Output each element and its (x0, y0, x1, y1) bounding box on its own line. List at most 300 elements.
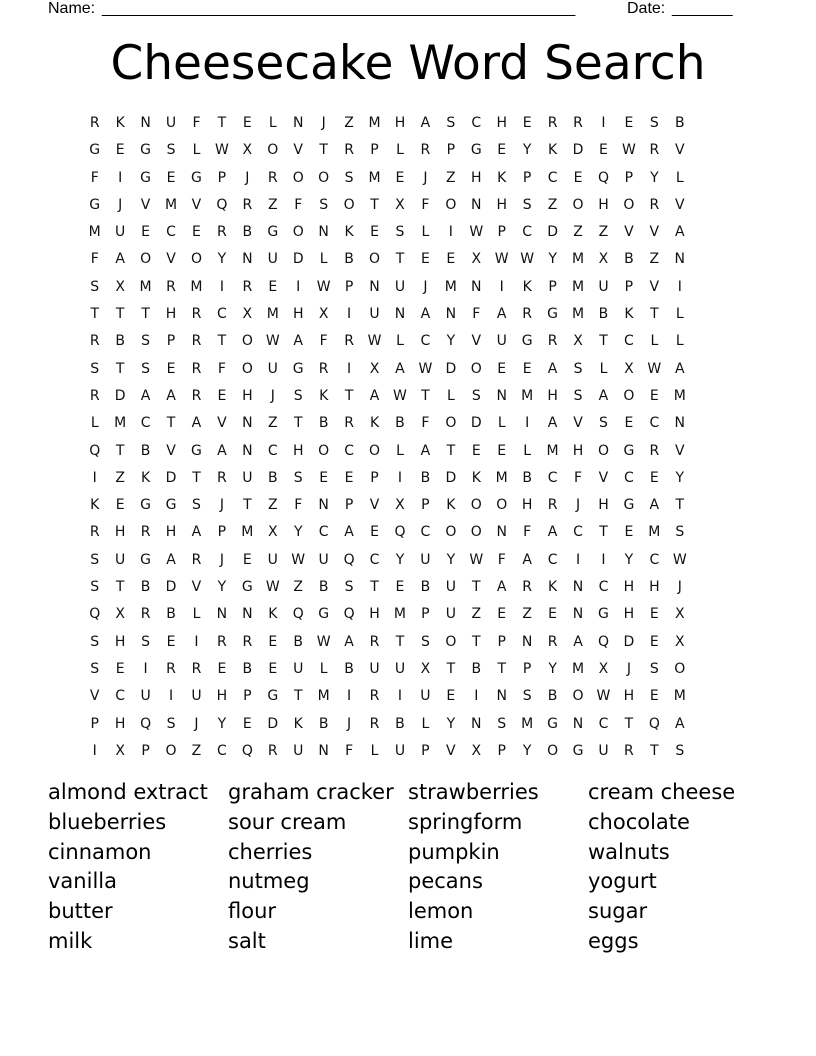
grid-letter[interactable]: L (650, 333, 659, 350)
grid-letter[interactable]: S (395, 224, 405, 241)
grid-letter[interactable]: L (599, 360, 608, 377)
grid-letter[interactable]: E (166, 360, 176, 377)
grid-letter[interactable]: O (165, 742, 177, 759)
grid-letter[interactable]: V (573, 415, 583, 432)
grid-letter[interactable]: V (293, 142, 303, 159)
grid-letter[interactable]: R (89, 115, 100, 131)
grid-letter[interactable]: B (115, 333, 125, 350)
grid-letter[interactable]: S (319, 196, 329, 213)
grid-letter[interactable]: R (242, 633, 253, 650)
grid-letter[interactable]: G (241, 579, 253, 596)
grid-letter[interactable]: R (649, 142, 660, 159)
grid-letter[interactable]: U (293, 660, 304, 677)
grid-letter[interactable]: A (547, 524, 558, 541)
grid-letter[interactable]: G (140, 497, 152, 514)
grid-letter[interactable]: U (242, 469, 253, 486)
grid-letter[interactable]: S (141, 360, 151, 377)
grid-letter[interactable]: R (344, 142, 354, 159)
grid-letter[interactable]: I (474, 688, 479, 705)
grid-letter[interactable]: G (140, 142, 152, 159)
grid-letter[interactable]: T (217, 115, 227, 131)
grid-letter[interactable]: Q (89, 606, 101, 623)
grid-letter[interactable]: S (522, 196, 532, 213)
grid-letter[interactable]: Z (547, 196, 558, 213)
grid-letter[interactable]: T (395, 633, 405, 650)
grid-letter[interactable]: X (674, 606, 685, 623)
grid-letter[interactable]: I (525, 415, 530, 432)
grid-letter[interactable]: Q (89, 442, 101, 459)
grid-letter[interactable]: F (421, 196, 430, 213)
grid-letter[interactable]: I (118, 169, 123, 186)
grid-letter[interactable]: B (242, 224, 253, 241)
grid-letter[interactable]: E (446, 688, 456, 705)
grid-letter[interactable]: H (521, 497, 533, 514)
grid-letter[interactable]: K (522, 278, 532, 295)
grid-letter[interactable]: T (217, 333, 227, 350)
grid-letter[interactable]: T (650, 306, 659, 323)
grid-letter[interactable]: G (140, 169, 152, 186)
grid-letter[interactable]: E (649, 387, 659, 404)
grid-letter[interactable]: M (368, 169, 381, 186)
grid-letter[interactable]: P (522, 169, 532, 186)
grid-letter[interactable]: S (141, 333, 151, 350)
grid-letter[interactable]: E (242, 715, 252, 732)
grid-letter[interactable]: W (316, 278, 331, 295)
grid-letter[interactable]: V (674, 442, 685, 459)
grid-letter[interactable]: E (497, 360, 507, 377)
grid-letter[interactable]: Q (648, 715, 660, 732)
grid-letter[interactable]: L (192, 606, 201, 623)
grid-letter[interactable]: S (675, 524, 685, 541)
grid-letter[interactable]: K (293, 715, 303, 732)
grid-letter[interactable]: R (191, 660, 202, 677)
grid-letter[interactable]: R (217, 224, 227, 241)
grid-letter[interactable]: E (242, 115, 252, 131)
grid-letter[interactable]: U (445, 579, 456, 596)
grid-letter[interactable]: U (267, 251, 278, 268)
grid-letter[interactable]: R (522, 579, 533, 596)
grid-letter[interactable]: S (90, 551, 100, 568)
grid-letter[interactable]: K (319, 387, 329, 404)
grid-letter[interactable]: O (318, 169, 330, 186)
grid-letter[interactable]: S (649, 115, 659, 131)
grid-letter[interactable]: A (191, 524, 202, 541)
grid-letter[interactable]: O (292, 169, 304, 186)
grid-letter[interactable]: C (471, 115, 482, 131)
grid-letter[interactable]: M (546, 442, 559, 459)
grid-letter[interactable]: B (598, 306, 609, 323)
grid-letter[interactable]: J (575, 497, 581, 514)
grid-letter[interactable]: U (420, 688, 431, 705)
grid-letter[interactable]: M (571, 251, 585, 268)
grid-letter[interactable]: O (597, 442, 609, 459)
grid-letter[interactable]: T (370, 196, 379, 213)
grid-letter[interactable]: R (369, 633, 380, 650)
grid-letter[interactable]: K (115, 115, 125, 131)
grid-letter[interactable]: A (496, 579, 507, 596)
grid-letter[interactable]: C (547, 551, 558, 568)
grid-letter[interactable]: A (140, 387, 151, 404)
grid-letter[interactable]: P (217, 169, 227, 186)
grid-letter[interactable]: R (191, 333, 202, 350)
grid-letter[interactable]: X (318, 306, 329, 323)
grid-letter[interactable]: R (344, 415, 354, 432)
grid-letter[interactable]: D (470, 415, 482, 432)
grid-letter[interactable]: F (319, 333, 328, 350)
grid-letter[interactable]: M (571, 278, 585, 295)
grid-letter[interactable]: N (140, 115, 151, 131)
grid-letter[interactable]: B (242, 660, 253, 677)
grid-letter[interactable]: J (423, 278, 428, 295)
grid-letter[interactable]: P (217, 524, 227, 541)
grid-letter[interactable]: X (471, 742, 482, 759)
grid-letter[interactable]: A (573, 633, 583, 650)
grid-letter[interactable]: N (572, 606, 584, 623)
grid-letter[interactable]: N (242, 251, 253, 268)
grid-letter[interactable]: T (446, 660, 456, 677)
grid-letter[interactable]: R (649, 442, 660, 459)
grid-letter[interactable]: B (420, 469, 431, 486)
grid-letter[interactable]: K (548, 142, 558, 159)
grid-letter[interactable]: B (395, 415, 405, 432)
grid-letter[interactable]: O (496, 497, 508, 514)
grid-letter[interactable]: H (369, 606, 380, 623)
grid-letter[interactable]: W (316, 633, 331, 650)
grid-letter[interactable]: R (267, 742, 278, 759)
grid-letter[interactable]: Z (267, 497, 278, 514)
grid-letter[interactable]: I (499, 278, 504, 295)
grid-letter[interactable]: U (267, 360, 278, 377)
grid-letter[interactable]: A (166, 387, 176, 404)
grid-letter[interactable]: A (420, 442, 431, 459)
grid-letter[interactable]: H (598, 497, 609, 514)
grid-letter[interactable]: L (675, 333, 684, 350)
grid-letter[interactable]: I (143, 660, 148, 677)
grid-letter[interactable]: D (165, 469, 177, 486)
grid-letter[interactable]: A (293, 333, 303, 350)
grid-letter[interactable]: I (194, 633, 199, 650)
grid-letter[interactable]: T (650, 742, 659, 759)
grid-letter[interactable]: R (166, 660, 176, 677)
grid-letter[interactable]: I (397, 688, 403, 705)
grid-letter[interactable]: S (90, 360, 100, 377)
grid-letter[interactable]: M (317, 688, 330, 705)
grid-letter[interactable]: X (267, 524, 278, 541)
grid-letter[interactable]: G (521, 333, 533, 350)
grid-letter[interactable]: L (675, 306, 684, 323)
grid-letter[interactable]: R (522, 306, 533, 323)
grid-letter[interactable]: E (420, 251, 430, 268)
grid-letter[interactable]: T (675, 497, 685, 514)
grid-letter[interactable]: C (547, 169, 558, 186)
grid-letter[interactable]: M (241, 524, 254, 541)
grid-letter[interactable]: X (598, 660, 609, 677)
grid-letter[interactable]: W (265, 579, 280, 596)
grid-letter[interactable]: Y (293, 524, 303, 541)
grid-letter[interactable]: H (623, 688, 635, 705)
date-blank-line[interactable]: _______ (672, 0, 733, 17)
grid-letter[interactable]: X (242, 306, 253, 323)
grid-letter[interactable]: X (471, 251, 482, 268)
grid-letter[interactable]: S (344, 169, 354, 186)
grid-letter[interactable]: T (166, 415, 176, 432)
grid-letter[interactable]: G (267, 688, 279, 705)
grid-letter[interactable]: V (369, 497, 380, 514)
grid-letter[interactable]: Q (343, 606, 355, 623)
grid-letter[interactable]: V (217, 415, 227, 432)
grid-letter[interactable]: E (166, 169, 176, 186)
grid-letter[interactable]: I (347, 306, 352, 323)
grid-letter[interactable]: M (521, 715, 534, 732)
grid-letter[interactable]: E (370, 524, 379, 541)
grid-letter[interactable]: S (649, 660, 659, 677)
grid-letter[interactable]: I (296, 278, 301, 295)
grid-letter[interactable]: D (292, 251, 304, 268)
grid-letter[interactable]: N (292, 115, 304, 131)
grid-letter[interactable]: B (140, 579, 151, 596)
grid-letter[interactable]: O (190, 251, 202, 268)
grid-letter[interactable]: P (497, 224, 506, 241)
grid-letter[interactable]: O (547, 742, 559, 759)
grid-letter[interactable]: J (219, 551, 224, 568)
grid-letter[interactable]: L (370, 742, 379, 759)
grid-letter[interactable]: E (115, 660, 125, 677)
grid-letter[interactable]: O (674, 660, 686, 677)
grid-letter[interactable]: K (471, 469, 481, 486)
grid-letter[interactable]: B (318, 415, 329, 432)
grid-letter[interactable]: Y (446, 551, 456, 568)
grid-letter[interactable]: X (242, 142, 253, 159)
grid-letter[interactable]: C (598, 579, 609, 596)
grid-letter[interactable]: H (114, 715, 126, 732)
grid-letter[interactable]: S (90, 633, 100, 650)
grid-letter[interactable]: V (140, 196, 151, 213)
grid-letter[interactable]: T (497, 660, 506, 677)
grid-letter[interactable]: A (369, 387, 380, 404)
grid-letter[interactable]: H (114, 633, 126, 650)
grid-letter[interactable]: Y (446, 333, 456, 350)
grid-letter[interactable]: W (367, 333, 382, 350)
grid-letter[interactable]: F (472, 306, 481, 323)
grid-letter[interactable]: A (649, 497, 660, 514)
grid-letter[interactable]: K (548, 579, 558, 596)
grid-letter[interactable]: F (574, 469, 583, 486)
grid-letter[interactable]: D (445, 469, 457, 486)
grid-letter[interactable]: U (369, 306, 380, 323)
grid-letter[interactable]: I (575, 551, 581, 568)
grid-letter[interactable]: U (267, 551, 278, 568)
grid-letter[interactable]: L (268, 115, 277, 131)
grid-letter[interactable]: Q (343, 551, 355, 568)
grid-letter[interactable]: E (522, 360, 532, 377)
grid-letter[interactable]: B (267, 469, 278, 486)
grid-letter[interactable]: U (165, 115, 177, 131)
grid-letter[interactable]: Z (522, 606, 532, 623)
grid-letter[interactable]: K (497, 169, 507, 186)
grid-letter[interactable]: E (522, 115, 532, 131)
grid-letter[interactable]: P (446, 142, 456, 159)
grid-letter[interactable]: O (369, 442, 381, 459)
grid-letter[interactable]: P (141, 742, 150, 759)
grid-letter[interactable]: U (191, 688, 202, 705)
grid-letter[interactable]: M (648, 524, 661, 541)
grid-letter[interactable]: F (294, 497, 303, 514)
grid-letter[interactable]: A (344, 524, 354, 541)
grid-letter[interactable]: M (673, 688, 686, 705)
grid-letter[interactable]: O (267, 142, 279, 159)
grid-letter[interactable]: E (395, 169, 405, 186)
grid-letter[interactable]: O (445, 196, 457, 213)
grid-letter[interactable]: O (445, 633, 457, 650)
grid-letter[interactable]: L (675, 169, 684, 186)
grid-letter[interactable]: C (166, 224, 176, 241)
grid-letter[interactable]: N (674, 415, 686, 432)
grid-letter[interactable]: W (672, 551, 687, 568)
grid-letter[interactable]: S (141, 633, 151, 650)
grid-letter[interactable]: M (571, 660, 585, 677)
grid-letter[interactable]: R (217, 633, 227, 650)
grid-letter[interactable]: Q (394, 524, 406, 541)
grid-letter[interactable]: I (347, 360, 352, 377)
grid-letter[interactable]: L (396, 333, 404, 350)
grid-letter[interactable]: S (675, 742, 685, 759)
grid-letter[interactable]: L (192, 142, 201, 159)
grid-letter[interactable]: T (115, 442, 125, 459)
grid-letter[interactable]: T (624, 715, 634, 732)
grid-letter[interactable]: L (421, 224, 430, 241)
grid-letter[interactable]: X (395, 196, 405, 213)
grid-letter[interactable]: Z (267, 415, 278, 432)
grid-letter[interactable]: Q (140, 715, 152, 732)
grid-letter[interactable]: F (90, 169, 99, 186)
grid-letter[interactable]: H (292, 442, 304, 459)
grid-letter[interactable]: B (395, 715, 405, 732)
grid-letter[interactable]: G (140, 551, 152, 568)
grid-letter[interactable]: E (395, 579, 405, 596)
grid-letter[interactable]: P (370, 469, 379, 486)
grid-letter[interactable]: J (321, 115, 326, 131)
grid-letter[interactable]: S (573, 387, 583, 404)
grid-letter[interactable]: C (420, 333, 431, 350)
grid-letter[interactable]: E (624, 524, 634, 541)
grid-letter[interactable]: I (168, 688, 174, 705)
grid-letter[interactable]: I (219, 278, 224, 295)
grid-letter[interactable]: T (599, 333, 608, 350)
grid-letter[interactable]: K (344, 224, 354, 241)
grid-letter[interactable]: R (547, 633, 558, 650)
grid-letter[interactable]: R (89, 387, 100, 404)
grid-letter[interactable]: T (293, 415, 303, 432)
grid-letter[interactable]: T (344, 387, 354, 404)
grid-letter[interactable]: E (497, 142, 507, 159)
grid-letter[interactable]: T (243, 497, 252, 514)
grid-letter[interactable]: S (446, 115, 456, 131)
grid-letter[interactable]: R (191, 551, 202, 568)
grid-letter[interactable]: B (318, 579, 329, 596)
grid-letter[interactable]: X (573, 333, 583, 350)
grid-letter[interactable]: V (674, 196, 685, 213)
grid-letter[interactable]: T (192, 469, 201, 486)
grid-letter[interactable]: V (598, 469, 609, 486)
grid-letter[interactable]: X (395, 497, 405, 514)
grid-letter[interactable]: P (421, 606, 430, 623)
grid-letter[interactable]: A (166, 551, 176, 568)
grid-letter[interactable]: E (268, 633, 278, 650)
grid-letter[interactable]: B (344, 660, 354, 677)
grid-letter[interactable]: O (623, 196, 635, 213)
grid-letter[interactable]: E (115, 497, 125, 514)
grid-letter[interactable]: X (420, 660, 431, 677)
grid-letter[interactable]: V (191, 579, 202, 596)
grid-letter[interactable]: T (421, 387, 430, 404)
grid-letter[interactable]: E (649, 469, 659, 486)
grid-letter[interactable]: F (217, 360, 226, 377)
grid-letter[interactable]: E (649, 606, 659, 623)
grid-letter[interactable]: K (369, 415, 380, 432)
grid-letter[interactable]: H (242, 387, 253, 404)
grid-letter[interactable]: O (445, 415, 457, 432)
grid-letter[interactable]: Y (548, 660, 557, 677)
grid-letter[interactable]: Y (522, 742, 532, 759)
grid-letter[interactable]: N (242, 606, 253, 623)
grid-letter[interactable]: O (445, 524, 457, 541)
grid-letter[interactable]: U (496, 333, 507, 350)
grid-letter[interactable]: S (192, 497, 201, 514)
grid-letter[interactable]: A (496, 306, 507, 323)
grid-letter[interactable]: F (192, 115, 201, 131)
grid-letter[interactable]: X (624, 360, 634, 377)
grid-letter[interactable]: A (674, 360, 685, 377)
grid-letter[interactable]: P (344, 278, 354, 295)
grid-letter[interactable]: V (649, 278, 660, 295)
grid-letter[interactable]: S (497, 715, 507, 732)
grid-letter[interactable]: G (292, 360, 304, 377)
grid-letter[interactable]: G (598, 606, 609, 623)
grid-letter[interactable]: A (395, 360, 405, 377)
grid-letter[interactable]: N (445, 306, 457, 323)
grid-letter[interactable]: A (420, 306, 431, 323)
grid-letter[interactable]: P (497, 633, 506, 650)
grid-letter[interactable]: V (674, 142, 685, 159)
grid-letter[interactable]: O (470, 497, 482, 514)
grid-letter[interactable]: U (598, 278, 609, 295)
grid-letter[interactable]: Y (624, 551, 634, 568)
grid-letter[interactable]: S (90, 278, 100, 295)
grid-letter[interactable]: N (471, 196, 482, 213)
grid-letter[interactable]: P (370, 142, 379, 159)
grid-letter[interactable]: B (471, 660, 482, 677)
grid-letter[interactable]: K (141, 469, 151, 486)
grid-letter[interactable]: N (572, 715, 584, 732)
grid-letter[interactable]: H (496, 115, 507, 131)
grid-letter[interactable]: J (194, 715, 199, 732)
grid-letter[interactable]: M (393, 606, 407, 623)
grid-letter[interactable]: R (624, 742, 634, 759)
grid-letter[interactable]: R (191, 387, 202, 404)
grid-letter[interactable]: I (397, 469, 403, 486)
grid-letter[interactable]: S (293, 387, 303, 404)
grid-letter[interactable]: M (139, 278, 152, 295)
grid-letter[interactable]: M (571, 306, 585, 323)
grid-letter[interactable]: D (165, 579, 177, 596)
grid-letter[interactable]: F (294, 196, 303, 213)
grid-letter[interactable]: N (572, 579, 584, 596)
grid-letter[interactable]: V (191, 196, 202, 213)
grid-letter[interactable]: C (649, 551, 660, 568)
grid-letter[interactable]: M (190, 278, 203, 295)
grid-letter[interactable]: B (420, 579, 431, 596)
grid-letter[interactable]: W (621, 142, 636, 159)
